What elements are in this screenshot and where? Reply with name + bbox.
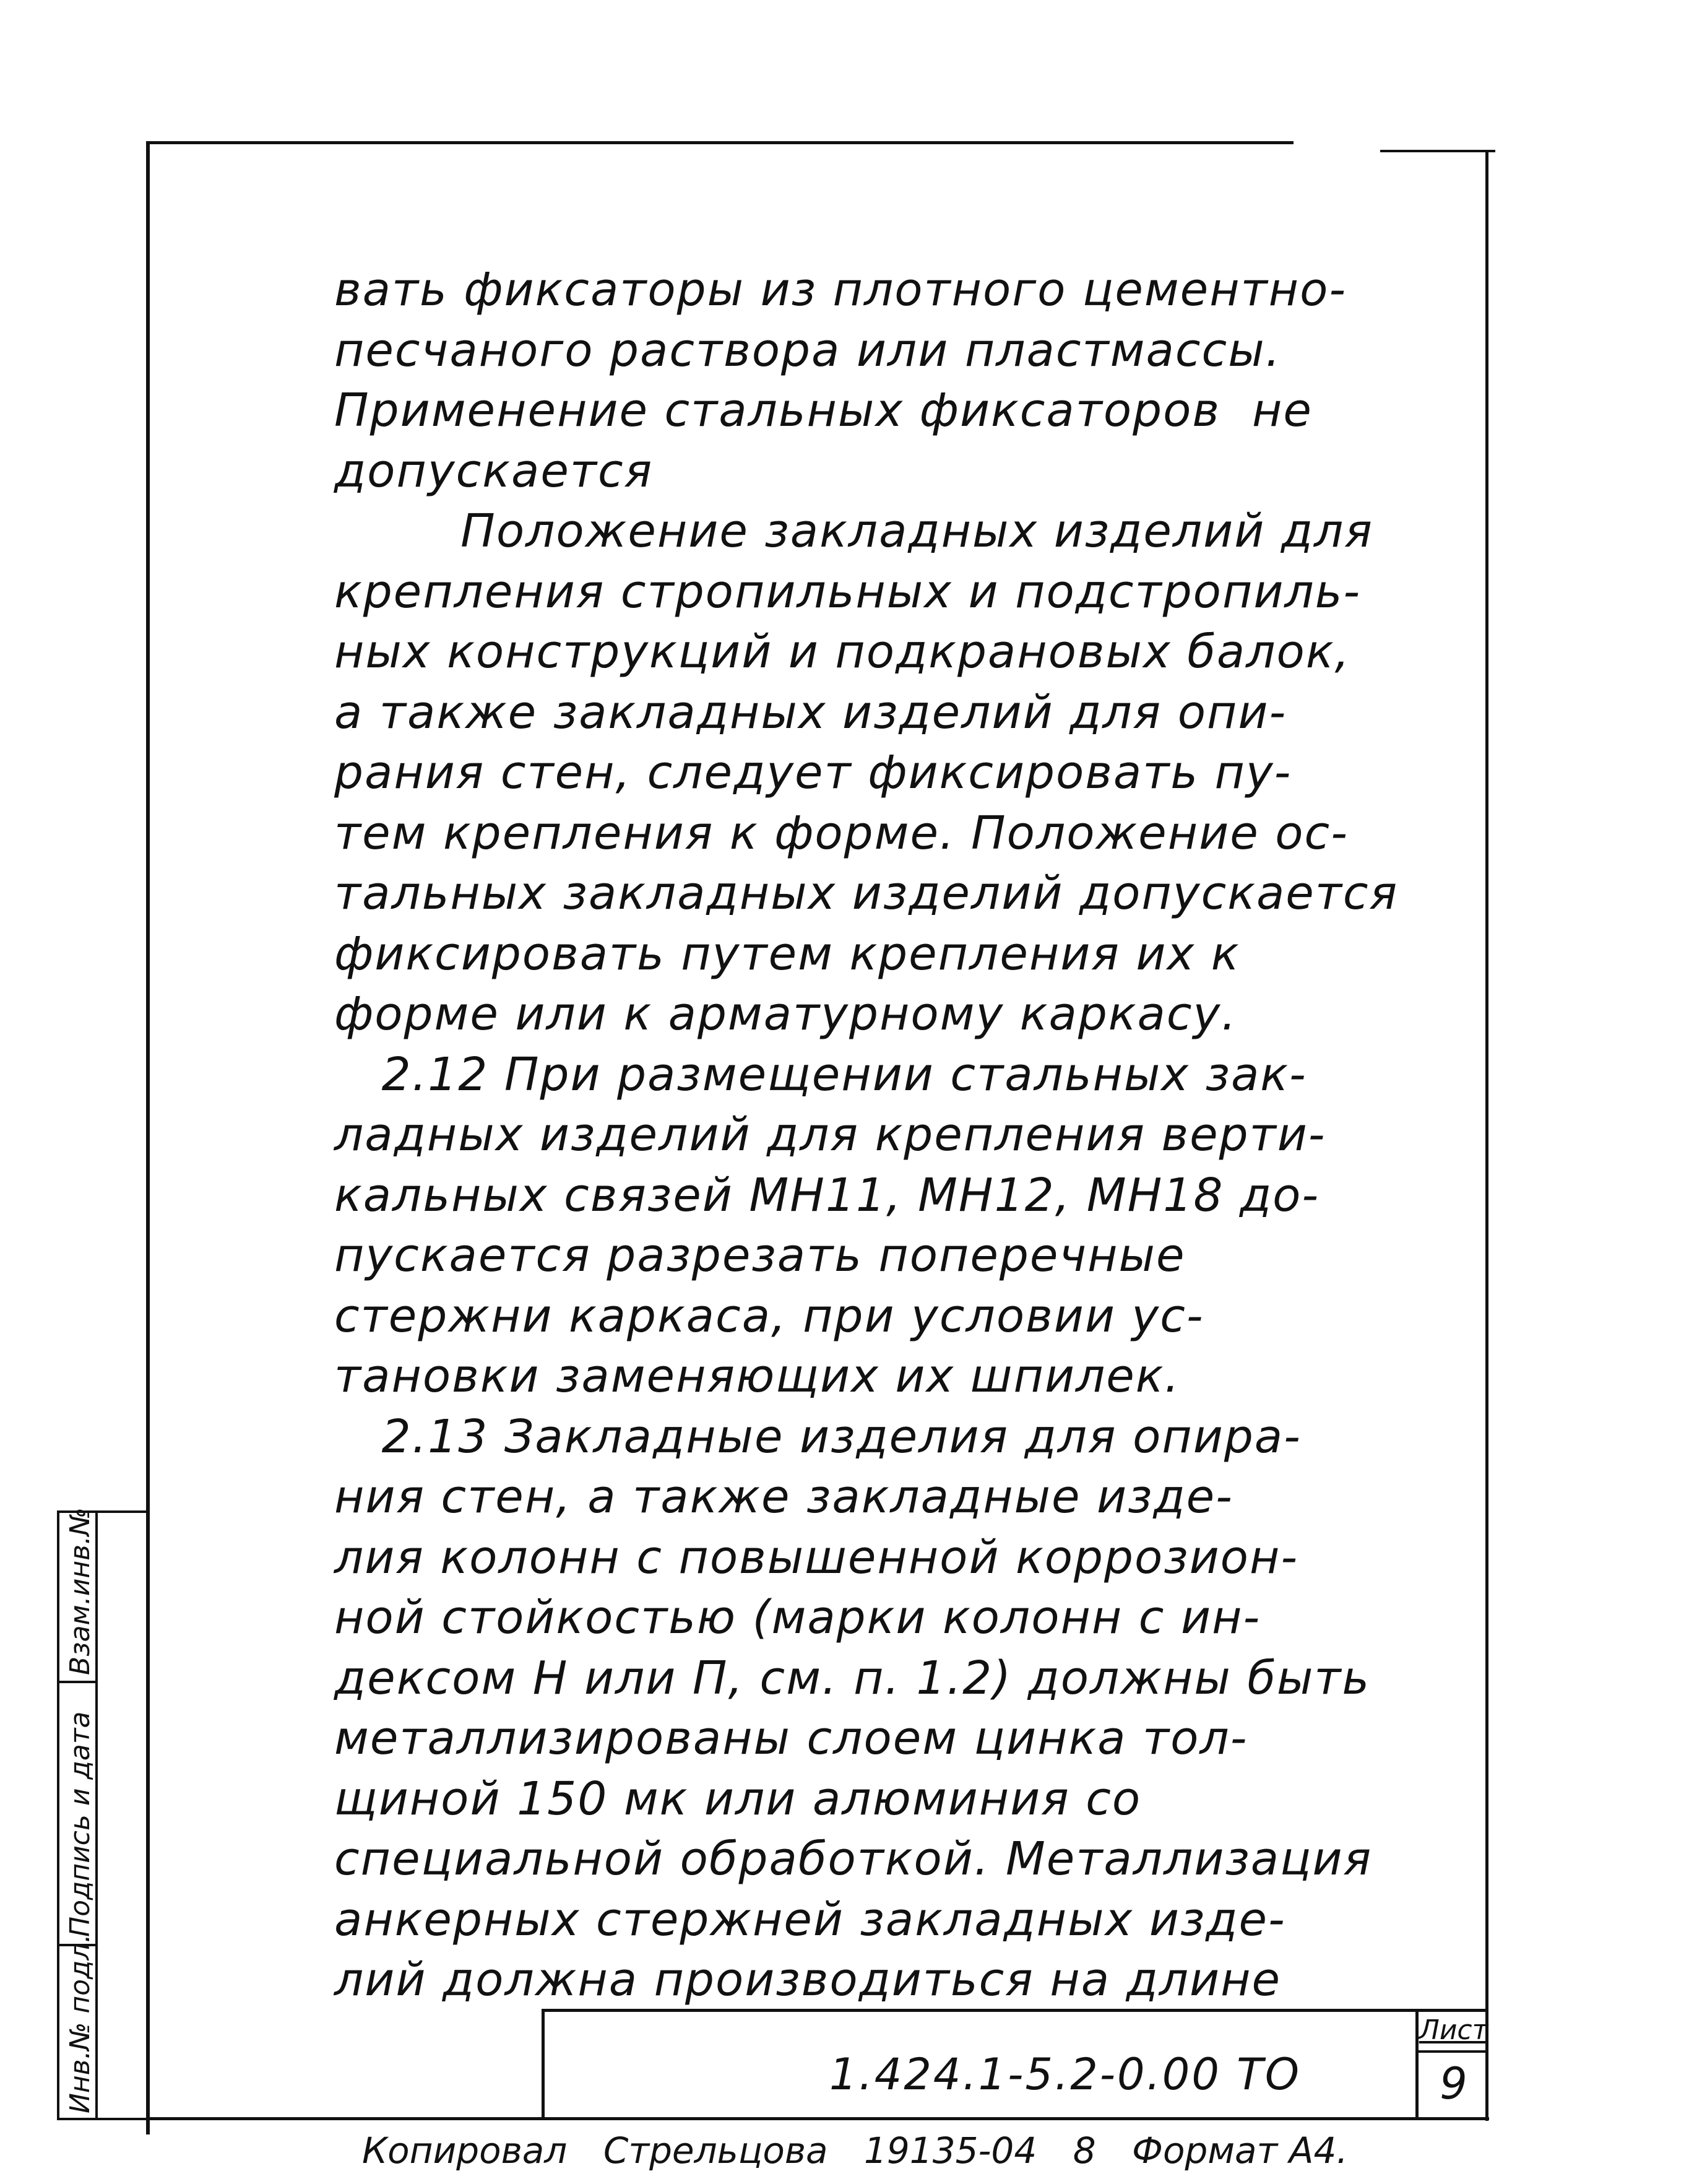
text-line: лий должна производиться на длине: [334, 1953, 1282, 2006]
text-line: щиной 150 мк или алюминия со: [334, 1772, 1142, 1826]
text-line: а также закладных изделий для опи-: [334, 685, 1287, 739]
sheet-label: Лист: [1419, 2012, 1488, 2053]
side-stamp: [57, 1507, 146, 2120]
frame-top-line-right: [1380, 150, 1495, 152]
text-line: допускается: [334, 444, 654, 498]
sheet-number: 9: [1440, 2058, 1467, 2109]
text-line: стержни каркаса, при условии ус-: [334, 1289, 1204, 1343]
text-line: ладных изделий для крепления верти-: [334, 1108, 1326, 1161]
text-line: пускается разрезать поперечные: [334, 1229, 1186, 1282]
footer-format: Формат А4.: [1132, 2130, 1348, 2172]
text-line: лия колонн с повышенной коррозион-: [334, 1530, 1299, 1584]
footer-name: Стрельцова: [603, 2130, 828, 2172]
stamp-cell-inventory: [59, 1934, 98, 2120]
text-line: тальных закладных изделий допускается: [334, 867, 1399, 920]
document-code: 1.424.1-5.2-0.00 ТО: [829, 2049, 1301, 2100]
sheet-number-box: [1415, 2012, 1488, 2120]
footer-sheet-number: 8: [1073, 2130, 1096, 2172]
stamp-label-replacement: Взам.инв.№: [64, 1507, 96, 1675]
text-line: 2.12 При размещении стальных зак-: [334, 1047, 1307, 1101]
text-line: Применение стальных фиксаторов не: [334, 384, 1313, 437]
text-line: ной стойкостью (марки колонн с ин-: [334, 1591, 1261, 1644]
frame-right-line: [1485, 152, 1488, 2121]
text-line: форме или к арматурному каркасу.: [334, 987, 1237, 1041]
text-line: 2.13 Закладные изделия для опира-: [334, 1410, 1302, 1463]
text-line: ния стен, а также закладные изде-: [334, 1470, 1233, 1523]
text-line: дексом Н или П, см. п. 1.2) должны быть: [334, 1651, 1371, 1705]
text-line: ных конструкций и подкрановых балок,: [334, 625, 1351, 678]
text-line: кальных связей МН11, МН12, МН18 до-: [334, 1168, 1320, 1222]
text-line: вать фиксаторы из плотного цементно-: [334, 263, 1347, 316]
text-line: специальной обработкой. Металлизация: [334, 1832, 1373, 1886]
frame-top-line: [149, 141, 1294, 144]
text-line: фиксировать путем крепления их к: [334, 927, 1240, 981]
text-line: Положение закладных изделий для: [334, 505, 1373, 558]
stamp-cell-replacement: [59, 1507, 98, 1683]
text-line: тем крепления к форме. Положение ос-: [334, 806, 1349, 860]
title-block: [542, 2009, 1488, 2120]
text-line: крепления стропильных и подстропиль-: [334, 565, 1362, 618]
text-line: песчаного раствора или пластмассы.: [334, 323, 1282, 377]
stamp-label-inventory: Инв.№ подл.: [64, 1934, 96, 2113]
footer-order-number: 19135-04: [864, 2130, 1037, 2172]
stamp-label-signature: Подпись и дата: [64, 1711, 96, 1937]
body-text: [334, 260, 1423, 2011]
copy-footer: [362, 2130, 1476, 2172]
frame-left-line: [146, 141, 150, 2134]
text-line: рания стен, следует фиксировать пу-: [334, 746, 1292, 799]
text-line: анкерных стержней закладных изде-: [334, 1892, 1286, 1946]
footer-copied-by: Копировал: [362, 2130, 568, 2172]
text-line: тановки заменяющих их шпилек.: [334, 1350, 1181, 1403]
text-line: металлизированы слоем цинка тол-: [334, 1712, 1248, 1765]
stamp-cell-signature: [59, 1683, 98, 1946]
